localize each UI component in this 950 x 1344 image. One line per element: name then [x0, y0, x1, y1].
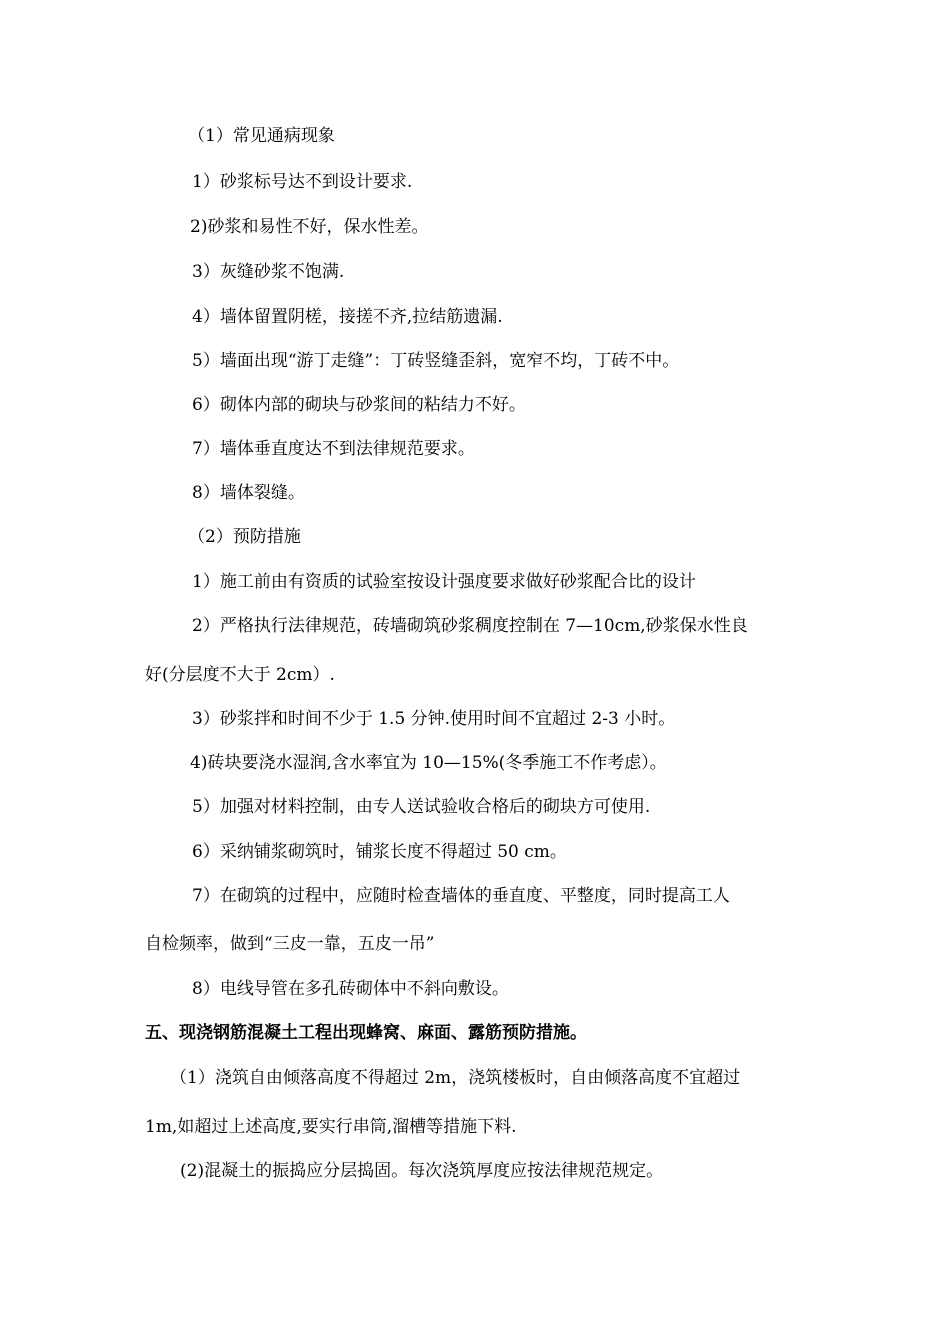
measure-item-8: 8）电线导管在多孔砖砌体中不斜向敷设。 — [192, 979, 509, 999]
defect-item-8: 8）墙体裂缝。 — [192, 483, 305, 503]
measure-item-2-line-2: 好(分层度不大于 2cm）. — [145, 665, 335, 685]
defect-item-2: 2)砂浆和易性不好，保水性差。 — [190, 217, 429, 237]
measure-item-6: 6）采纳铺浆砌筑时，铺浆长度不得超过 50 cm。 — [192, 842, 567, 862]
measure-item-5: 5）加强对材料控制，由专人送试验收合格后的砌块方可使用. — [192, 797, 651, 817]
measure-item-2-line-1: 2）严格执行法律规范，砖墙砌筑砂浆稠度控制在 7—10cm,砂浆保水性良 — [192, 616, 748, 636]
defect-item-3: 3）灰缝砂浆不饱满. — [192, 262, 345, 282]
measure-item-4: 4)砖块要浇水湿润,含水率宜为 10—15%(冬季施工不作考虑）。 — [190, 753, 667, 773]
concrete-measure-1-line-2: 1m,如超过上述高度,要实行串筒,溜槽等措施下料. — [145, 1117, 517, 1137]
subsection-title-prevention: （2）预防措施 — [188, 527, 301, 547]
concrete-measure-2: (2)混凝土的振捣应分层捣固。每次浇筑厚度应按法律规范规定。 — [180, 1161, 664, 1181]
measure-item-7-line-1: 7）在砌筑的过程中，应随时检查墙体的垂直度、平整度，同时提高工人 — [192, 886, 730, 906]
measure-item-7-line-2: 自检频率，做到“三皮一靠，五皮一吊” — [145, 934, 435, 954]
defect-item-1: 1）砂浆标号达不到设计要求. — [192, 172, 413, 192]
section-heading-concrete: 五、现浇钢筋混凝土工程出现蜂窝、麻面、露筋预防措施。 — [145, 1023, 587, 1043]
subsection-title-common-defects: （1）常见通病现象 — [188, 126, 335, 146]
defect-item-4: 4）墙体留置阴槎，接搓不齐,拉结筋遗漏. — [192, 307, 503, 327]
measure-item-3: 3）砂浆拌和时间不少于 1.5 分钟.使用时间不宜超过 2-3 小时。 — [192, 709, 676, 729]
defect-item-7: 7）墙体垂直度达不到法律规范要求。 — [192, 439, 475, 459]
defect-item-6: 6）砌体内部的砌块与砂浆间的粘结力不好。 — [192, 395, 526, 415]
measure-item-1: 1）施工前由有资质的试验室按设计强度要求做好砂浆配合比的设计 — [192, 572, 696, 592]
defect-item-5: 5）墙面出现“游丁走缝”：丁砖竖缝歪斜，宽窄不均，丁砖不中。 — [192, 351, 680, 371]
concrete-measure-1-line-1: （1）浇筑自由倾落高度不得超过 2m，浇筑楼板时，自由倾落高度不宜超过 — [170, 1068, 741, 1088]
